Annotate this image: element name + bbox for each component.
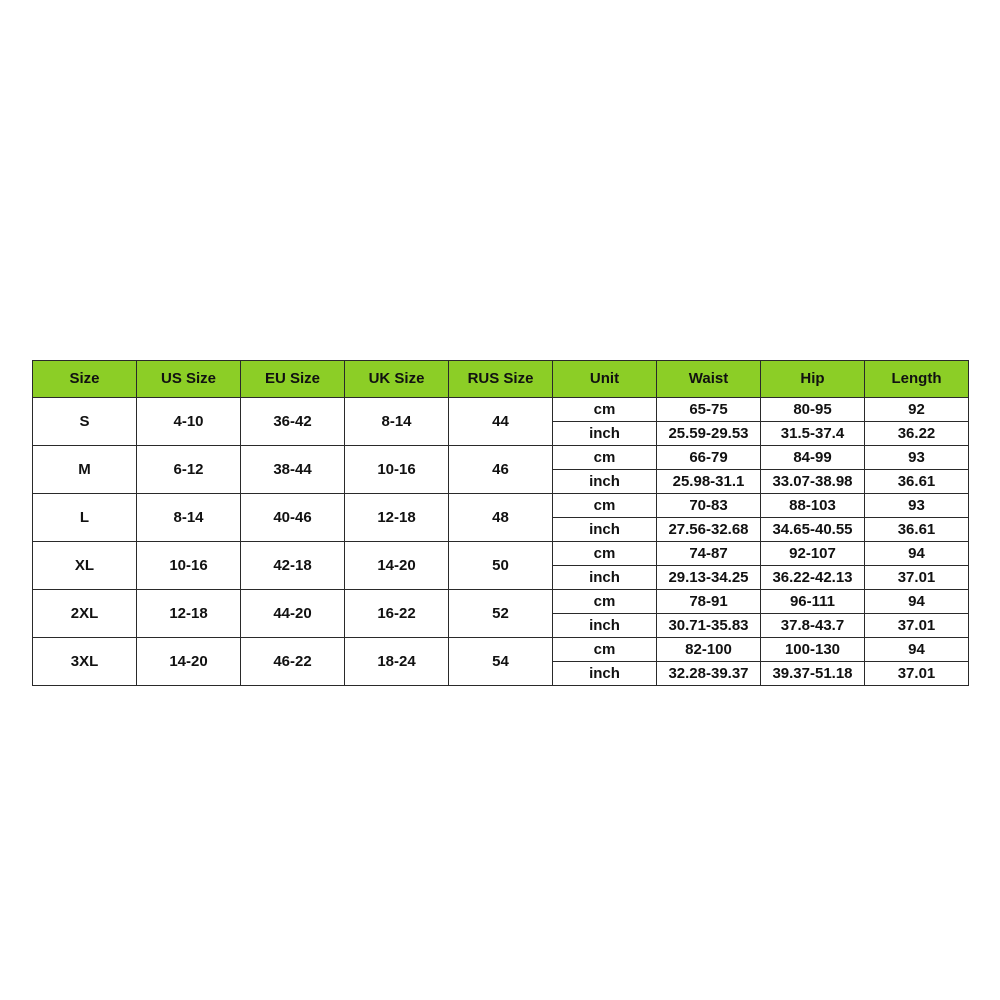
cell-unit: cm [553,398,657,422]
size-chart-body [33,398,969,686]
size-chart-header [33,361,969,398]
table-header-row [33,361,969,398]
table-row [33,590,969,614]
cell-size: M [33,446,137,494]
cell-hip: 39.37-51.18 [761,662,865,686]
cell-size: 3XL [33,638,137,686]
size-chart-table [32,360,969,686]
column-header-unit: Unit [553,361,657,398]
cell-us-size: 8-14 [137,494,241,542]
cell-waist: 30.71-35.83 [657,614,761,638]
cell-unit: cm [553,590,657,614]
cell-hip: 80-95 [761,398,865,422]
cell-uk-size: 10-16 [345,446,449,494]
cell-waist: 74-87 [657,542,761,566]
cell-size: XL [33,542,137,590]
cell-unit: cm [553,542,657,566]
cell-length: 37.01 [865,662,969,686]
cell-us-size: 4-10 [137,398,241,446]
table-row [33,398,969,422]
cell-uk-size: 14-20 [345,542,449,590]
cell-hip: 33.07-38.98 [761,470,865,494]
column-header-waist: Waist [657,361,761,398]
cell-us-size: 6-12 [137,446,241,494]
cell-waist: 78-91 [657,590,761,614]
cell-length: 94 [865,590,969,614]
table-row [33,446,969,470]
cell-unit: cm [553,446,657,470]
cell-waist: 29.13-34.25 [657,566,761,590]
cell-unit: inch [553,422,657,446]
cell-eu-size: 44-20 [241,590,345,638]
cell-length: 36.61 [865,470,969,494]
cell-length: 37.01 [865,614,969,638]
cell-unit: cm [553,638,657,662]
cell-rus-size: 54 [449,638,553,686]
size-chart-container [32,360,968,686]
cell-hip: 37.8-43.7 [761,614,865,638]
cell-eu-size: 40-46 [241,494,345,542]
cell-eu-size: 46-22 [241,638,345,686]
cell-waist: 70-83 [657,494,761,518]
column-header-rus-size: RUS Size [449,361,553,398]
cell-hip: 34.65-40.55 [761,518,865,542]
cell-hip: 96-111 [761,590,865,614]
cell-rus-size: 50 [449,542,553,590]
cell-uk-size: 8-14 [345,398,449,446]
cell-hip: 92-107 [761,542,865,566]
cell-waist: 66-79 [657,446,761,470]
cell-unit: inch [553,662,657,686]
cell-eu-size: 42-18 [241,542,345,590]
cell-hip: 100-130 [761,638,865,662]
column-header-uk-size: UK Size [345,361,449,398]
cell-unit: inch [553,518,657,542]
cell-unit: inch [553,614,657,638]
cell-length: 37.01 [865,566,969,590]
column-header-eu-size: EU Size [241,361,345,398]
cell-hip: 31.5-37.4 [761,422,865,446]
cell-uk-size: 12-18 [345,494,449,542]
cell-length: 36.61 [865,518,969,542]
cell-uk-size: 16-22 [345,590,449,638]
cell-waist: 32.28-39.37 [657,662,761,686]
cell-us-size: 14-20 [137,638,241,686]
cell-length: 93 [865,446,969,470]
cell-hip: 88-103 [761,494,865,518]
column-header-us-size: US Size [137,361,241,398]
column-header-length: Length [865,361,969,398]
cell-us-size: 10-16 [137,542,241,590]
cell-waist: 25.59-29.53 [657,422,761,446]
cell-unit: inch [553,566,657,590]
table-row [33,638,969,662]
cell-us-size: 12-18 [137,590,241,638]
cell-rus-size: 46 [449,446,553,494]
cell-length: 94 [865,638,969,662]
cell-unit: cm [553,494,657,518]
cell-rus-size: 48 [449,494,553,542]
table-row [33,494,969,518]
column-header-hip: Hip [761,361,865,398]
cell-size: L [33,494,137,542]
cell-size: 2XL [33,590,137,638]
cell-rus-size: 52 [449,590,553,638]
cell-waist: 25.98-31.1 [657,470,761,494]
cell-waist: 82-100 [657,638,761,662]
cell-length: 92 [865,398,969,422]
cell-hip: 84-99 [761,446,865,470]
cell-eu-size: 38-44 [241,446,345,494]
cell-uk-size: 18-24 [345,638,449,686]
cell-size: S [33,398,137,446]
cell-rus-size: 44 [449,398,553,446]
table-row [33,542,969,566]
cell-length: 93 [865,494,969,518]
cell-unit: inch [553,470,657,494]
cell-waist: 65-75 [657,398,761,422]
cell-length: 36.22 [865,422,969,446]
cell-waist: 27.56-32.68 [657,518,761,542]
cell-eu-size: 36-42 [241,398,345,446]
column-header-size: Size [33,361,137,398]
cell-hip: 36.22-42.13 [761,566,865,590]
cell-length: 94 [865,542,969,566]
